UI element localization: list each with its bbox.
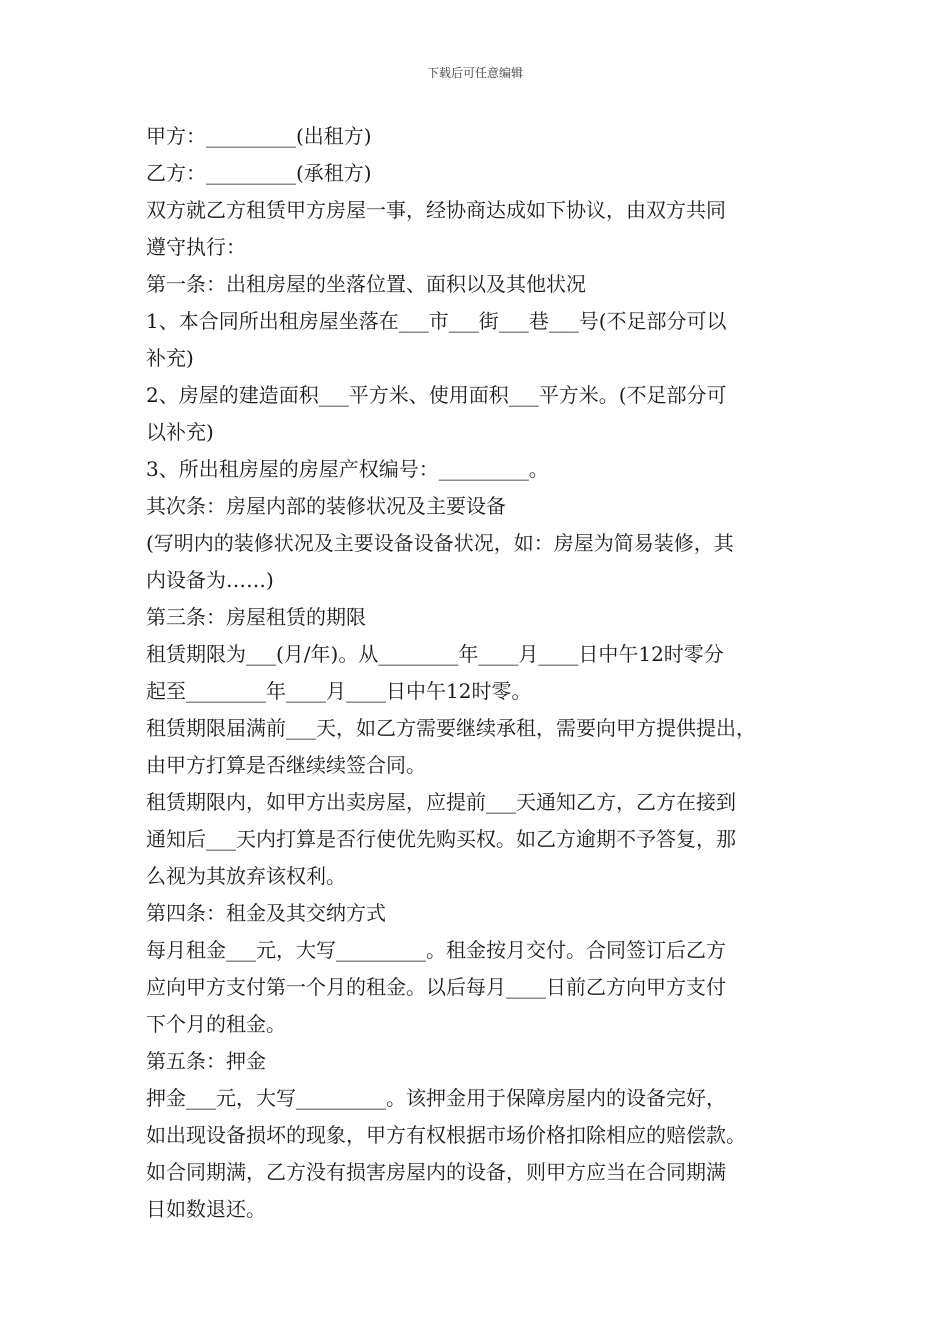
paragraph-line: 3、所出租房屋的房屋产权编号：_________。: [146, 457, 549, 481]
paragraph-line: 每月租金___元，大写_________。租金按月交付。合同签订后乙方: [146, 938, 726, 962]
paragraph-line: 由甲方打算是否继续续签合同。: [146, 753, 426, 777]
paragraph-line: 么视为其放弃该权利。: [146, 864, 346, 888]
contract-body: [146, 118, 814, 1228]
paragraph-line: 补充): [146, 346, 194, 370]
page-header-note: 下载后可任意编辑: [426, 66, 523, 80]
paragraph-line: 租赁期限内，如甲方出卖房屋，应提前___天通知乙方，乙方在接到: [146, 790, 736, 814]
paragraph-line: 租赁期限届满前___天，如乙方需要继续承租，需要向甲方提供提出，: [146, 716, 756, 740]
paragraph-line: 如合同期满，乙方没有损害房屋内的设备，则甲方应当在合同期满: [146, 1160, 726, 1184]
paragraph-line: 双方就乙方租赁甲方房屋一事，经协商达成如下协议，由双方共同: [146, 198, 726, 222]
paragraph-line: 下个月的租金。: [146, 1012, 286, 1036]
paragraph-line: 通知后___天内打算是否行使优先购买权。如乙方逾期不予答复，那: [146, 827, 736, 851]
paragraph-line: 遵守执行：: [146, 235, 246, 259]
paragraph-line: 租赁期限为___(月/年)。从________年____月____日中午12时零分: [146, 642, 724, 666]
article-heading: 第一条：出租房屋的坐落位置、面积以及其他状况: [146, 272, 586, 296]
paragraph-line: (写明内的装修状况及主要设备设备状况，如：房屋为简易装修，其: [146, 531, 734, 555]
paragraph-line: 起至________年____月____日中午12时零。: [146, 679, 532, 703]
paragraph-line: 押金___元，大写_________。该押金用于保障房屋内的设备完好，: [146, 1086, 726, 1110]
article-heading: 第四条：租金及其交纳方式: [146, 901, 386, 925]
paragraph-line: 日如数退还。: [146, 1197, 266, 1221]
article-heading: 其次条：房屋内部的装修状况及主要设备: [146, 494, 506, 518]
paragraph-line: 2、房屋的建造面积___平方米、使用面积___平方米。(不足部分可: [146, 383, 727, 407]
paragraph-line: 以补充): [146, 420, 214, 444]
article-heading: 第三条：房屋租赁的期限: [146, 605, 366, 629]
article-heading: 第五条：押金: [146, 1049, 266, 1073]
party-b-line: 乙方：_________(承租方): [146, 161, 372, 185]
paragraph-line: 应向甲方支付第一个月的租金。以后每月____日前乙方向甲方支付: [146, 975, 726, 999]
party-a-line: 甲方：_________(出租方): [146, 124, 372, 148]
paragraph-line: 如出现设备损坏的现象，甲方有权根据市场价格扣除相应的赔偿款。: [146, 1123, 746, 1147]
paragraph-line: 1、本合同所出租房屋坐落在___市___街___巷___号(不足部分可以: [146, 309, 727, 333]
paragraph-line: 内设备为……): [146, 568, 274, 592]
